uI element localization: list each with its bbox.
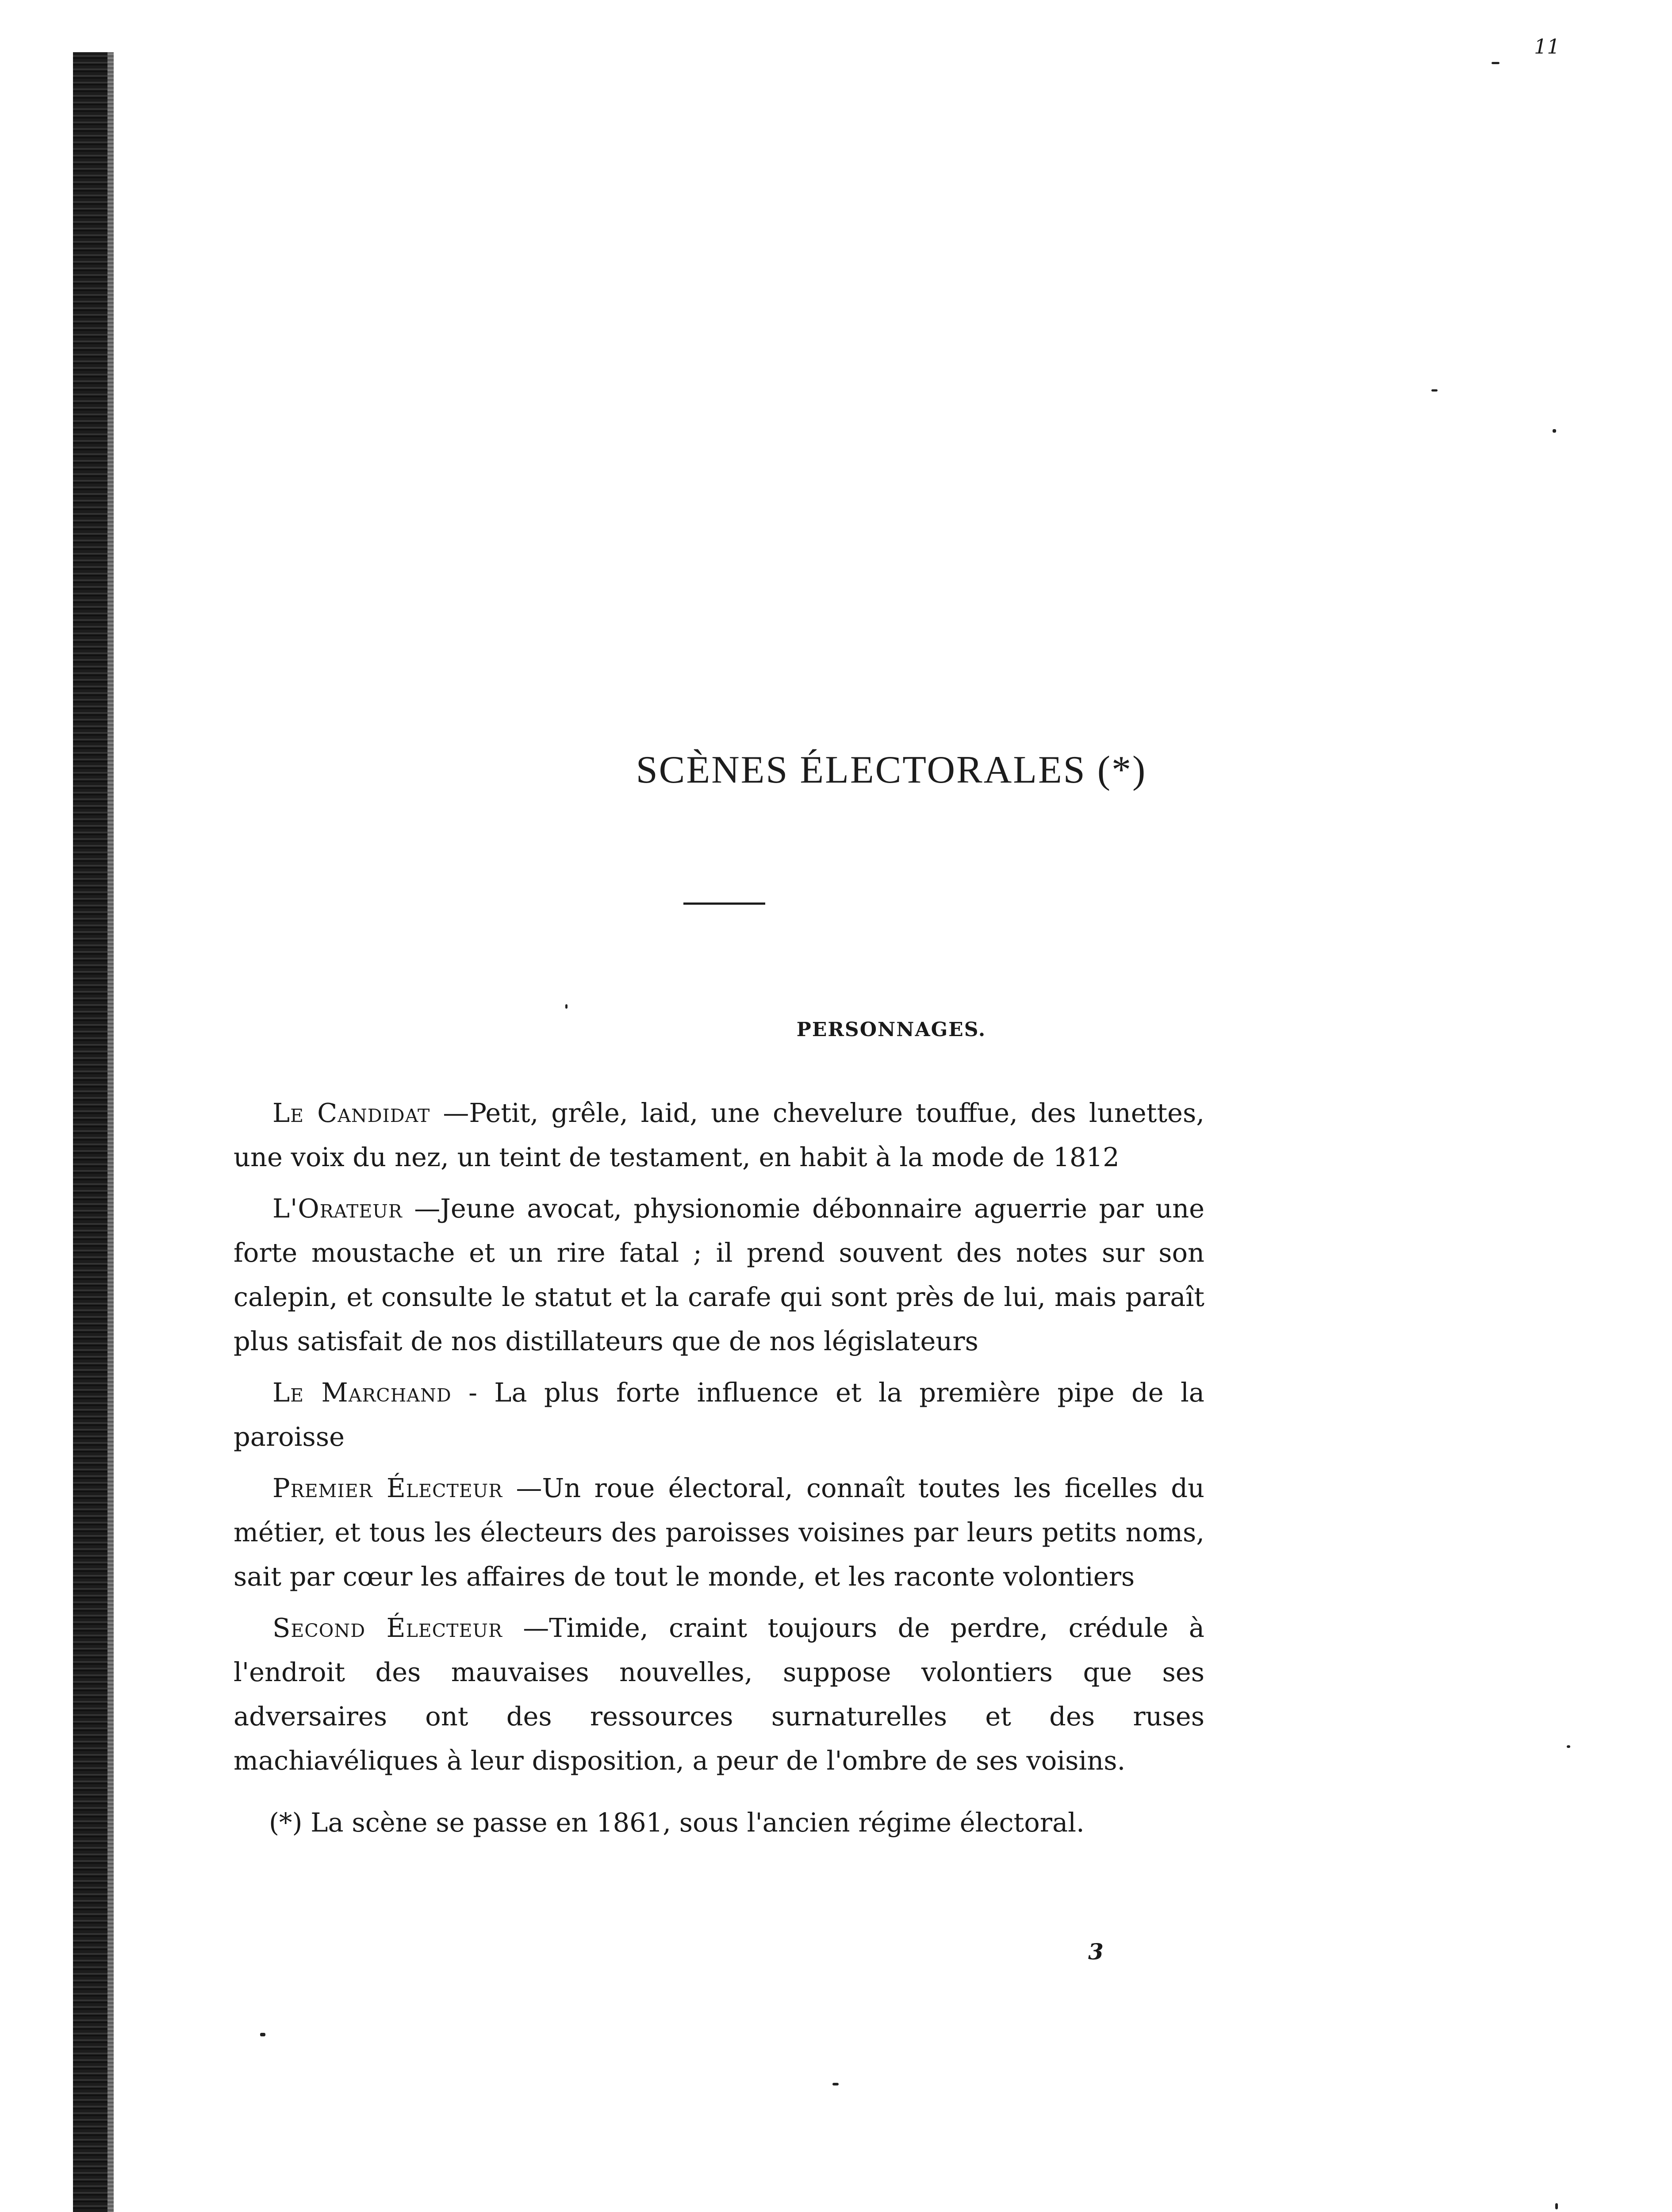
scan-speck	[565, 1004, 568, 1009]
character-entry	[234, 1091, 1204, 1179]
character-entry	[234, 1371, 1204, 1459]
character-description: —Un roue électoral, connaît toutes les ficelles du métier, et tous les électeurs des paroisses voisines par leurs petits noms, sait par cœur les affaires de tout le monde, et les raconte volontiers	[234, 1473, 1204, 1592]
character-description: - La plus forte influence et la première pipe de la paroisse	[234, 1377, 1204, 1452]
character-name: Second Électeur	[272, 1613, 502, 1643]
character-name: Le Marchand	[272, 1377, 452, 1408]
title-rule	[683, 902, 765, 905]
footnote-text: La scène se passe en 1861, sous l'ancien régime électoral.	[302, 1807, 1085, 1838]
character-name: L'Orateur	[272, 1193, 403, 1224]
character-list	[234, 1091, 1204, 1871]
character-description: —Timide, craint toujours de perdre, crédule à l'endroit des mauvaises nouvelles, suppose volontiers que ses adversaires ont des ressources surnaturelles et des ruses machiavéliques à leur disposition, a peur de l'ombre de ses voisins.	[234, 1613, 1204, 1776]
signature-mark: 3	[1088, 1939, 1104, 1965]
section-heading: PERSONNAGES.	[796, 1018, 986, 1041]
character-description: —Petit, grêle, laid, une chevelure touffue, des lunettes, une voix du nez, un teint de testament, en habit à la mode de 1812	[234, 1098, 1204, 1172]
character-name: Le Candidat	[272, 1098, 430, 1128]
footnote	[234, 1801, 1204, 1845]
scan-speck	[1492, 62, 1499, 64]
page-number: 11	[1534, 35, 1560, 58]
character-name: Premier Électeur	[272, 1473, 503, 1503]
character-entry	[234, 1606, 1204, 1783]
binding-edge	[73, 52, 114, 2212]
scan-speck	[1567, 1745, 1570, 1748]
scan-speck	[1555, 2203, 1558, 2209]
page-title: SCÈNES ÉLECTORALES (*)	[636, 749, 1147, 791]
character-description: —Jeune avocat, physionomie débonnaire aguerrie par une forte moustache et un rire fatal ; il prend souvent des notes sur son calepin, et consulte le statut et la carafe qui sont près de lui, mais paraît plus satisfait de nos distillateurs que de nos législateurs	[234, 1193, 1204, 1356]
footnote-marker: (*)	[269, 1807, 303, 1838]
character-entry	[234, 1187, 1204, 1363]
scan-speck	[260, 2033, 265, 2036]
scan-speck	[1431, 389, 1438, 392]
character-entry	[234, 1466, 1204, 1599]
scan-speck	[832, 2083, 839, 2085]
scan-speck	[1553, 429, 1556, 433]
